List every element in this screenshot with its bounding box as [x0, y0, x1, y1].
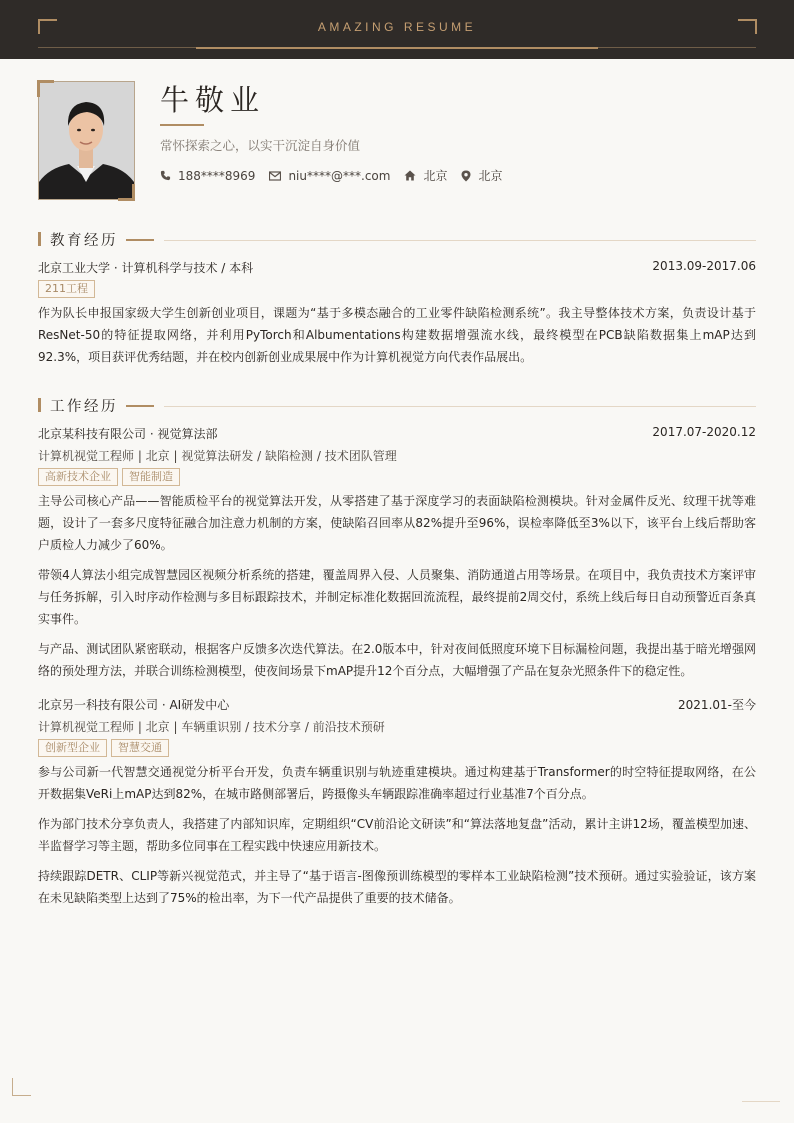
person-portrait-icon [39, 82, 134, 199]
photo-corner-top-left [37, 80, 54, 97]
section-rule [164, 240, 756, 241]
contact-hometown [404, 167, 447, 184]
education-entry-title: 北京工业大学 · 计算机科学与技术 / 本科 [38, 261, 254, 275]
section-bar [38, 398, 41, 412]
photo-corner-bottom-right [118, 184, 135, 201]
education-entry-date: 2013.09-2017.06 [652, 259, 756, 273]
contact-phone [160, 169, 255, 183]
contact-hometown-text: 北京 [423, 169, 448, 183]
work-entry-1-subtitle: 计算机视觉工程师 | 北京 | 视觉算法研发 / 缺陷检测 / 技术团队管理 [38, 449, 397, 463]
contact-phone-text: 188****8969 [178, 168, 256, 183]
work-entry-2-date: 2021.01-至今 [678, 698, 756, 712]
work-entry-2-paragraph-2: 作为部门技术分享负责人，我搭建了内部知识库，定期组织“CV前沿论文研读”和“算法落地复盘”活动，累计主讲12场，覆盖模型加速、半监督学习等主题，帮助多位同事在工程实践中快速应用新技术。 [38, 817, 756, 853]
candidate-name: 牛敬业 [160, 83, 266, 117]
page-line-bottom-right [742, 1101, 780, 1102]
tag-badge: 高新技术企业 [38, 468, 118, 486]
candidate-tagline: 常怀探索之心，以实干沉淀自身价值 [160, 138, 361, 153]
work-entry-2-tags [38, 739, 173, 757]
contact-row [160, 167, 516, 184]
work-entry-1-title: 北京某科技有限公司 · 视觉算法部 [38, 427, 218, 441]
education-section-header [38, 231, 756, 249]
section-dash [126, 405, 154, 407]
work-section-title: 工作经历 [50, 399, 118, 415]
contact-location [461, 167, 502, 184]
header-title: AMAZING RESUME [317, 20, 477, 34]
work-entry-2-paragraph-3: 持续跟踪DETR、CLIP等新兴视觉范式，并主导了“基于语言-图像预训练模型的零样本工业缺陷检测”技术预研。通过实验验证，该方案在未见缺陷类型上达到了75%的检出率，为下一代产品提供了重要的技术储备。 [38, 869, 756, 905]
phone-icon [160, 170, 171, 181]
profile-photo [38, 81, 135, 200]
tag-badge: 智能制造 [122, 468, 180, 486]
location-pin-icon [461, 170, 471, 182]
home-icon [404, 170, 416, 181]
contact-email-text: niu****@***.com [288, 168, 391, 183]
work-entry-1-tags [38, 468, 184, 486]
section-dash [126, 239, 154, 241]
tag-badge: 211工程 [38, 280, 95, 298]
mail-icon [269, 171, 281, 181]
work-entry-2-subtitle: 计算机视觉工程师 | 北京 | 车辆重识别 / 技术分享 / 前沿技术预研 [38, 720, 385, 734]
section-bar [38, 232, 41, 246]
education-entry-tags [38, 280, 99, 298]
contact-email [269, 169, 390, 183]
work-entry-2-title: 北京另一科技有限公司 · AI研发中心 [38, 698, 230, 712]
tag-badge: 智慧交通 [111, 739, 169, 757]
work-entry-1-date: 2017.07-2020.12 [652, 425, 756, 439]
work-section-header [38, 397, 756, 415]
page-corner-bottom-left [12, 1078, 31, 1096]
header-divider-accent [196, 47, 598, 49]
work-entry-1-paragraph-1: 主导公司核心产品——智能质检平台的视觉算法开发，从零搭建了基于深度学习的表面缺陷检测模块。针对金属件反光、纹理干扰等难题，设计了一套多尺度特征融合加注意力机制的方案，使缺陷召回率从82%提升至96%，误检率降低至3%以下，该平台上线后帮助客户质检人力减少了60%。 [38, 494, 756, 552]
work-entry-1-paragraph-2: 带领4人算法小组完成智慧园区视频分析系统的搭建，覆盖周界入侵、人员聚集、消防通道占用等场景。在项目中，我负责技术方案评审与任务拆解，引入时序动作检测与多目标跟踪技术，并制定标准化数据回流流程，最终提前2周交付，系统上线后每日自动预警近百条真实事件。 [38, 568, 756, 626]
education-entry-description: 作为队长申报国家级大学生创新创业项目，课题为“基于多模态融合的工业零件缺陷检测系统”。我主导整体技术方案，负责设计基于ResNet-50的特征提取网络，并利用PyTorch和Albumentations构建数据增强流水线，最终模型在PCB缺陷数据集上mAP达到92.3%，项目获评优秀结题，并在校内创新创业成果展中作为计算机视觉方向代表作品展出。 [38, 306, 756, 364]
work-entry-1-paragraph-3: 与产品、测试团队紧密联动，根据客户反馈多次迭代算法。在2.0版本中，针对夜间低照度环境下目标漏检问题，我提出基于暗光增强网络的预处理方法，并联合训练检测模型，使夜间场景下mAP提升12个百分点，大幅增强了产品在复杂光照条件下的稳定性。 [38, 642, 756, 678]
section-rule [164, 406, 756, 407]
education-section-title: 教育经历 [50, 233, 118, 249]
tag-badge: 创新型企业 [38, 739, 107, 757]
name-underline [160, 124, 204, 126]
work-entry-2-paragraph-1: 参与公司新一代智慧交通视觉分析平台开发，负责车辆重识别与轨迹重建模块。通过构建基于Transformer的时空特征提取网络，在公开数据集VeRi上mAP达到82%，在城市路侧部署后，跨摄像头车辆跟踪准确率超过行业基准7个百分点。 [38, 765, 756, 801]
contact-location-text: 北京 [478, 169, 503, 183]
